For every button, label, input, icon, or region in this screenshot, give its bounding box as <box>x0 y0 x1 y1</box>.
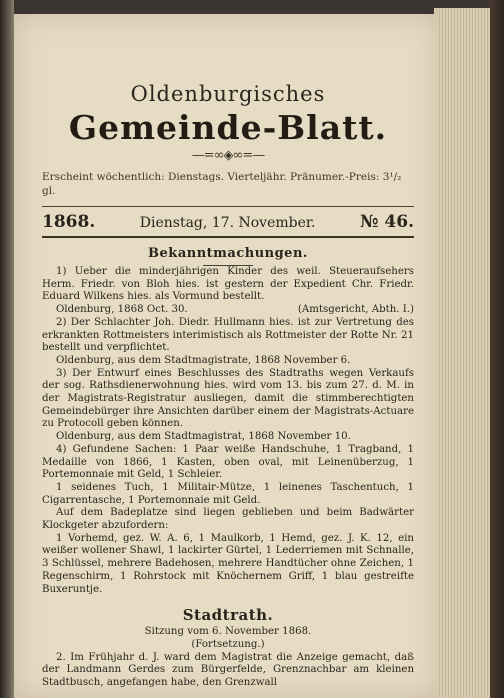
section-heading-council: Stadtrath. <box>182 606 274 625</box>
council-item-2: 2. Im Frühjahr d. J. ward dem Magistrat die Anzeige gemacht, daß der Landmann Gerdes zum Bürgerfelde, Grenznachbar am kleinen Stadtbusch, angefangen habe, den Grenzwall <box>42 651 414 689</box>
book-left-edge <box>0 0 14 698</box>
masthead-kicker: Oldenburgisches <box>130 82 326 106</box>
announcement-4: 4) Gefundene Sachen: 1 Paar weiße Handschuhe, 1 Tragband, 1 Medaille von 1866, 1 Kasten, oben oval, mit Leinenüberzug, 1 Portemonnaie mit Geld, 1 Schleier. <box>42 443 414 481</box>
announcement-3-place: Oldenburg, aus dem Stadtmagistrat, 1868 November 10. <box>56 431 351 443</box>
masthead-title: Gemeinde-Blatt. <box>68 108 388 147</box>
announcement-2: 2) Der Schlachter Joh. Diedr. Hullmann hies. ist zur Vertretung des erkrankten Rottmeisters interimistisch als Rottmeister der Rotte Nr. 21 bestellt und verpflichtet. <box>42 316 414 354</box>
announcement-2-place: Oldenburg, aus dem Stadtmagistrate, 1868 November 6. <box>56 354 351 366</box>
newspaper-page <box>14 14 438 698</box>
dateline <box>42 206 414 238</box>
council-session: Sitzung vom 6. November 1868. <box>144 626 312 638</box>
issue-number: № 46. <box>360 212 414 232</box>
announcement-3: 3) Der Entwurf eines Beschlusses des Stadtraths wegen Verkaufs der sog. Rathsdienerwohnung hies. wird vom 13. bis zum 27. d. M. in der Magistrats-Registratur ausliegen, damit die stimmberechtigten Gemeindebürger ihre Ansichten darüber einem der Magistrats-Actuare zu Protocoll geben können. <box>42 367 414 430</box>
book-spine <box>490 0 504 698</box>
announcement-5: 1 seidenes Tuch, 1 Militair-Mütze, 1 leinenes Taschentuch, 1 Cigarrentasche, 1 Portemonnaie mit Geld. <box>42 481 414 506</box>
section-heading-announcements: Bekanntmachungen. <box>148 246 308 261</box>
issue-year: 1868. <box>42 212 96 232</box>
ornament-divider: —=∞◈∞=— <box>191 148 265 163</box>
masthead <box>42 82 414 198</box>
announcement-1: 1) Ueber die minderjährigen Kinder des weil. Steueraufsehers Herm. Friedr. von Bloh hies. ist gestern der Expedient Chr. Friedr. Eduard Wilkens hies. als Vormund bestellt. <box>42 266 414 303</box>
announcement-7: 1 Vorhemd, gez. W. A. 6, 1 Maulkorb, 1 Hemd, gez. J. K. 12, ein weißer wollener Shawl, 1 lackirter Gürtel, 1 Lederriemen mit Schnalle, 3 Schlüssel, mehrere Badehosen, mehrere Handtücher ohne Zeichen, 1 Regenschirm, 1 Rohrstock mit Knöchernem Griff, 1 blau gestreifte Buxeruntje. <box>42 532 414 595</box>
announcement-6: Auf dem Badeplatze sind liegen geblieben und beim Badwärter Klockgeter abzufordern: <box>42 507 414 532</box>
announcement-1-signature <box>42 304 414 317</box>
publication-info: Erscheint wöchentlich: Dienstags. Vierteljähr. Pränumer.-Preis: 3¹/₂ gl. <box>42 171 402 197</box>
announcement-1-office: (Amtsgericht, Abth. I.) <box>297 304 414 316</box>
announcement-1-place: Oldenburg, 1868 Oct. 30. <box>56 304 188 316</box>
issue-date: Dienstag, 17. November. <box>139 215 316 231</box>
council-continued: (Fortsetzung.) <box>191 638 265 650</box>
